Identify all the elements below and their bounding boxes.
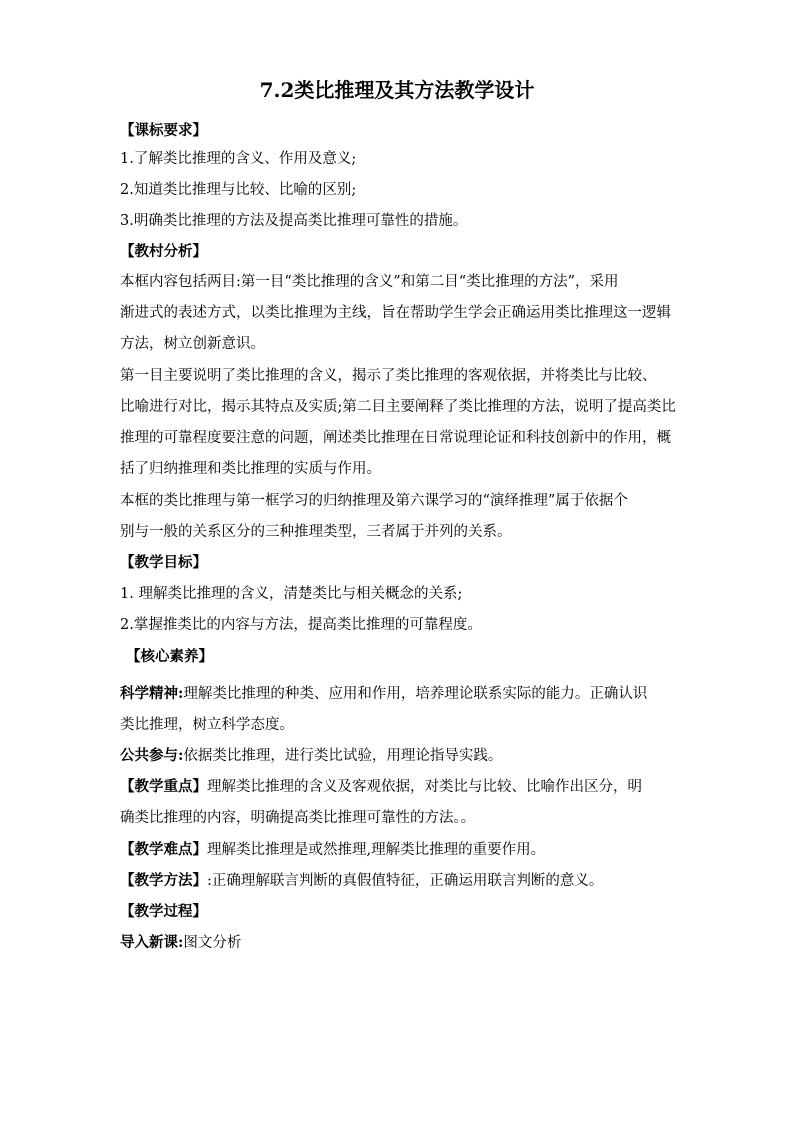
section-heading-goals: 【教学目标】: [120, 554, 207, 571]
science-label: 科学精神:: [120, 685, 184, 702]
public-text: 依据类比推理，进行类比试验，用理论指导实践。: [183, 748, 503, 764]
key-points-line: [120, 777, 642, 797]
section-heading-literacy: 【核心素养】: [126, 648, 213, 665]
difficulty-text: 理解类比推理是或然推理,理解类比推理的重要作用。: [207, 842, 546, 858]
method-text: :正确理解联言判断的真假值特征，正确运用联言判断的意义。: [207, 873, 604, 889]
curriculum-item: 2.知道类比推理与比较、比喻的区别;: [120, 182, 357, 198]
paragraph-line: 别与一般的关系区分的三种推理类型，三者属于并列的关系。: [120, 524, 512, 540]
difficulty-line: [120, 840, 545, 860]
section-heading-curriculum: 【课标要求】: [120, 122, 207, 139]
literacy-public-line: [120, 746, 502, 766]
difficulty-label: 【教学难点】: [120, 841, 207, 858]
paragraph-line: 确类比推理的内容，明确提高类比推理可靠性的方法。。: [120, 810, 476, 826]
curriculum-item: 1.了解类比推理的含义、作用及意义;: [120, 151, 357, 167]
science-text: 理解类比推理的种类、应用和作用，培养理论联系实际的能力。正确认识: [183, 686, 648, 702]
paragraph-line: 比喻进行对比，揭示其特点及实质;第二目主要阐释了类比推理的方法，说明了提高类比: [120, 399, 676, 415]
key-points-text: 理解类比推理的含义及客观依据，对类比与比较、比喻作出区分，明: [207, 779, 642, 795]
curriculum-item: 3.明确类比推理的方法及提高类比推理可靠性的措施。: [120, 213, 468, 229]
intro-line: [120, 933, 241, 953]
paragraph-line: 本框内容包括两目:第一目“类比推理的含义”和第二目“类比推理的方法”，采用: [120, 274, 619, 290]
public-label: 公共参与:: [120, 747, 184, 764]
literacy-science-line: [120, 684, 647, 704]
intro-text: 图文分析: [183, 935, 242, 951]
key-points-label: 【教学重点】: [120, 778, 207, 795]
paragraph-line: 渐进式的表述方式，以类比推理为主线，旨在帮助学生学会正确运用类比推理这一逻辑: [120, 305, 671, 321]
document-title: 7.2类比推理及其方法教学设计: [259, 78, 535, 102]
goal-item: 1. 理解类比推理的含义，清楚类比与相关概念的关系;: [120, 586, 463, 602]
paragraph-line: 括了归纳推理和类比推理的实质与作用。: [120, 461, 381, 477]
goal-item: 2.掌握推类比的内容与方法，提高类比推理的可靠程度。: [120, 617, 482, 633]
section-heading-process: 【教学过程】: [120, 903, 207, 920]
paragraph-line: 类比推理，树立科学态度。: [120, 717, 294, 733]
method-label: 【教学方法】: [120, 872, 207, 889]
section-heading-textbook: 【教村分析】: [120, 243, 207, 260]
paragraph-line: 本框的类比推理与第一框学习的归纳推理及第六课学习的“演绎推理”属于依据个: [120, 493, 628, 509]
paragraph-line: 方法，树立创新意识。: [120, 336, 265, 352]
intro-label: 导入新课:: [120, 934, 184, 951]
method-line: [120, 871, 603, 891]
paragraph-line: 推理的可靠程度要注意的问题，阐述类比推理在日常说理论证和科技创新中的作用，概: [120, 430, 671, 446]
paragraph-line: 第一目主要说明了类比推理的含义，揭示了类比推理的客观依据，并将类比与比较、: [120, 368, 657, 384]
